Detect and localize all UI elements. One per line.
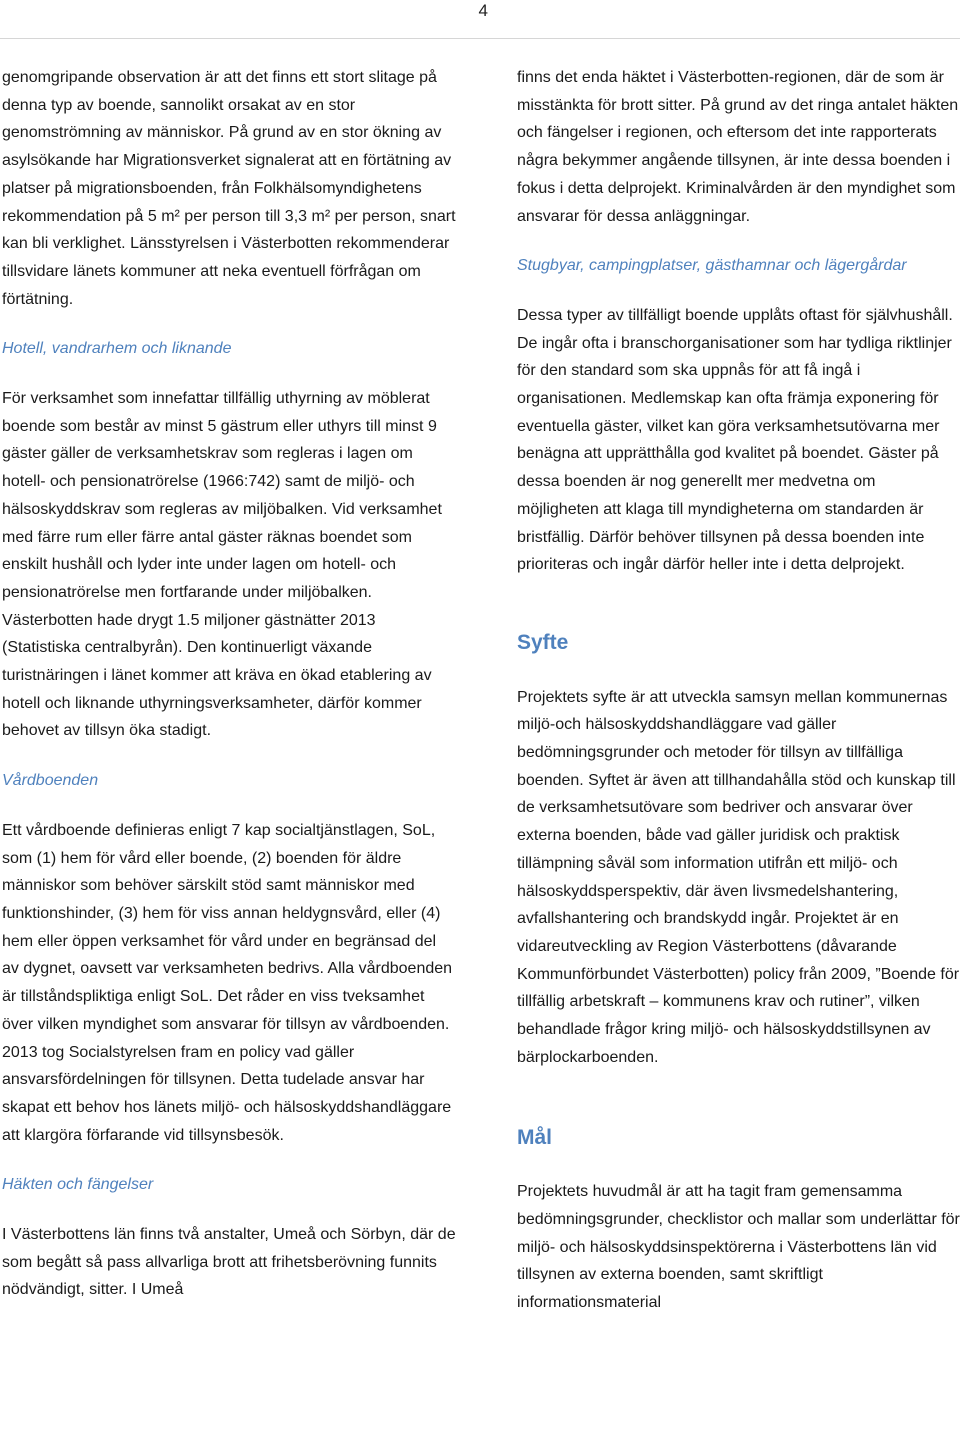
syfte-heading: Syfte <box>517 630 569 654</box>
vardboenden-paragraph: Ett vårdboende definieras enligt 7 kap socialtjänstlagen, SoL, som (1) hem för vård eller boende, (2) boenden för äldre människor som behöver särskilt stöd samt människor med funktionshinder, (3) hem för viss annan heldygnsvård, eller (4) hem eller öppen verksamhet för vård under en begränsad del av dygnet, oavsett var verksamheten bedrivs. Alla vårdboenden är tillståndspliktiga enligt SoL. Det råder en viss tveksamhet över vilken myndighet som ansvarar för tillsyn av vårdboenden. 2013 tog Socialstyrelsen fram en policy vad gäller ansvarsfördelningen för tillsynen. Detta tudelade ansvar har skapat ett behov hos länets miljö- och hälsoskyddshandläggare att klargöra förfarande vid tillsynsbesök. <box>2 821 453 1144</box>
left-column <box>2 64 457 1304</box>
mal-heading: Mål <box>517 1125 553 1149</box>
hakten-paragraph: I Västerbottens län finns två anstalter, Umeå och Sörbyn, där de som begått så pass allvarliga brott att frihetsberövning funnits nödvändigt, sitter. I Umeå <box>2 1226 456 1299</box>
syfte-paragraph: Projektets syfte är att utveckla samsyn mellan kommunernas miljö-och hälsoskyddshandläggare vad gäller bedömningsgrunder och metoder för tillsyn av tillfälliga boenden. Syftet är även att tillhandahålla stöd och kunskap till de verksamhetsutövare som bedriver och ansvarar över externa boenden, både vad gäller juridisk och praktisk tillämpning såväl som information utifrån ett miljö- och hälsoskyddsperspektiv, där även livsmedelshantering, avfallshantering och brandskydd ingår. Projektet är en vidareutveckling av Region Västerbottens (dåvarande Kommunförbundet Västerbotten) policy från 2009, ”Boende för tillfällig arbetskraft – kommunens krav och rutiner”, vilken behandlade frågor kring miljö- och hälsoskyddstillsynen av bärplockarboenden. <box>517 688 960 1066</box>
stugbyar-subheading: Stugbyar, campingplatser, gästhamnar och lägergårdar <box>517 257 907 275</box>
header-rule <box>0 38 960 39</box>
stugbyar-paragraph: Dessa typer av tillfälligt boende upplåts oftast för självhushåll. De ingår ofta i branschorganisationer som har tydliga riktlinjer för den standard som ska uppnås för att få ingå i organisationen. Medlemskap kan ofta främja exponering för eventuella gäster, vilket kan göra verksamhetsutövarna mer benägna att upprätthålla god kvalitet på boendet. Gäster på dessa boenden är nog generellt mer medvetna om möjligheten att klaga till myndigheterna om standarden är bristfällig. Därför behöver tillsynen på dessa boenden inte prioriteras och ingår därför heller inte i detta delprojekt. <box>517 306 953 574</box>
right-column <box>517 64 960 1317</box>
mal-paragraph: Projektets huvudmål är att ha tagit fram gemensamma bedömningsgrunder, checklistor och mallar som underlättar för miljö- och hälsoskyddsinspektörerna i Västerbottens län vid tillsynen av externa boenden, samt skriftligt informationsmaterial <box>517 1183 960 1312</box>
hakten-subheading: Häkten och fängelser <box>2 1176 154 1194</box>
continued-paragraph: finns det enda häktet i Västerbotten-regionen, där de som är misstänkta för brott sitter. På grund av det ringa antalet häkten och fängelser i regionen, och eftersom det inte rapporterats några bekymmer angående tillsynen, är inte dessa boenden i fokus i detta delprojekt. Kriminalvården är den myndighet som ansvarar för dessa anläggningar. <box>517 69 959 225</box>
hotell-subheading: Hotell, vandrarhem och liknande <box>2 340 232 358</box>
intro-paragraph: genomgripande observation är att det finns ett stort slitage på denna typ av boende, sannolikt orsakat av en stor genomströmning av människor. På grund av en stor ökning av asylsökande har Migrationsverket signalerat att en förtätning av platser på migrationsboenden, från Folkhälsomyndighetens rekommendation på 5 m² per person till 3,3 m² per person, snart kan bli verklighet. Länsstyrelsen i Västerbotten rekommenderar tillsvidare länets kommuner att neka eventuell förfrågan om förtätning. <box>2 69 456 308</box>
page-number: 4 <box>478 1 488 20</box>
hotell-paragraph: För verksamhet som innefattar tillfällig uthyrning av möblerat boende som består av minst 5 gästrum eller uthyrs till minst 9 gäster gäller de verksamhetskrav som regleras i lagen om hotell- och pensionatrörelse (1966:742) samt de miljö- och hälsoskyddskrav som regleras av miljöbalken. Vid verksamhet med färre rum eller färre antal gäster räknas boendet som enskilt hushåll och lyder inte under lagen om hotell- och pensionatrörelse men fortfarande under miljöbalken. Västerbotten hade drygt 1.5 miljoner gästnätter 2013 (Statistiska centralbyrån). Den kontinuerligt växande turistnäringen i länet kommer att kräva en ökad etablering av hotell och liknande uthyrningsverksamheter, därför kommer behovet av tillsyn öka stadigt. <box>2 390 442 740</box>
vardboenden-subheading: Vårdboenden <box>2 772 99 790</box>
